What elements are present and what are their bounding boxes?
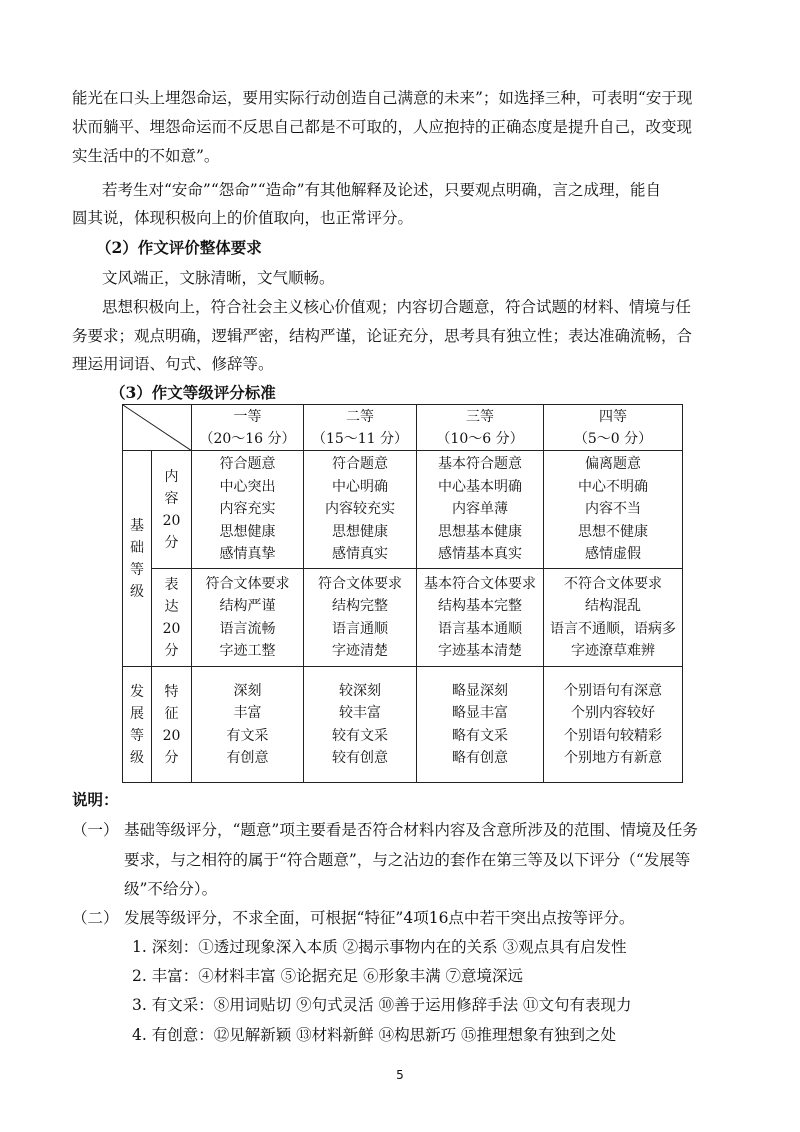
section2-para-line-1: 思想积极向上，符合社会主义核心价值观；内容切合题意，符合试题的材料、情境与任 [102,298,692,316]
label-char: 特 [164,683,179,700]
criterion: 略显丰富 [452,705,508,722]
criterion: 内容充实 [219,501,276,518]
label-char: 展 [130,705,144,722]
grade-header-1 [192,405,304,451]
criterion: 较有文采 [332,727,388,744]
criterion: 结构完整 [332,598,388,615]
section2-line1: 文风端正，文脉清晰，文气顺畅。 [102,269,335,287]
criterion: 结构混乱 [585,598,641,615]
grade-header-4 [544,405,683,451]
basic-level-label [123,451,152,667]
criterion: 思想健康 [332,523,388,540]
label-char: 达 [164,598,179,615]
criterion: 中心基本明确 [438,478,522,495]
feature-label [152,667,192,783]
label-char: 20 [162,727,181,744]
label-char: 发 [130,683,144,700]
feature-cell-grade1 [192,667,304,783]
criterion: 略显深刻 [452,682,508,699]
note2-marker: （二） [72,909,119,927]
develop-level-label [123,667,152,783]
criterion: 有文采 [226,727,269,744]
label-char: 内 [164,468,179,485]
criterion: 中心明确 [332,478,388,495]
criterion: 略有文采 [452,727,508,744]
criterion: 略有创意 [452,749,508,766]
label-char: 20 [162,620,181,637]
section3-heading: （3）作文等级评分标准 [110,383,276,402]
criterion: 个别地方有新意 [564,749,662,766]
expression-cell-grade3 [417,569,544,667]
criterion: 感情真实 [332,546,388,563]
grade-name: 三等 [466,408,494,425]
criterion: 思想不健康 [578,523,648,540]
feature-cell-grade3 [417,667,544,783]
content-label [152,451,192,569]
criterion: 个别语句有深意 [564,682,662,699]
content-cell-grade2 [304,451,417,569]
criterion: 感情虚假 [585,546,641,563]
notes-heading: 说明： [72,790,119,809]
content-cell-grade3 [417,451,544,569]
note1-marker: （一） [72,821,119,839]
criterion: 字迹潦草难辨 [571,642,655,659]
diagonal-line [123,405,192,451]
criterion: 内容单薄 [452,501,508,518]
label-char: 分 [164,749,179,766]
label-char: 征 [164,705,179,722]
criterion: 中心突出 [219,478,276,495]
criterion: 基本符合题意 [438,456,522,473]
label-char: 础 [130,539,144,556]
criterion: 字迹基本清楚 [438,642,522,659]
expression-cell-grade1 [192,569,304,667]
criterion: 深刻 [233,682,262,699]
criterion: 思想基本健康 [438,523,522,540]
sub-item-1: 1. 深刻：①透过现象深入本质 ②揭示事物内在的关系 ③观点具有启发性 [132,938,627,956]
grade-range: （10～6 分） [436,430,524,447]
criterion: 内容较充实 [325,501,395,518]
label-char: 基 [130,517,144,534]
criterion: 不符合文体要求 [564,575,662,592]
page-number: 5 [396,1068,404,1082]
criterion: 基本符合文体要求 [424,575,536,592]
criterion: 符合题意 [332,456,388,473]
corner-cell [123,405,192,451]
label-char: 表 [164,576,179,593]
criterion: 丰富 [233,705,262,722]
note1-line-3: 级”不给分）。 [124,880,218,898]
criterion: 有创意 [226,749,269,766]
feature-cell-grade4 [544,667,683,783]
criterion: 感情真挚 [219,546,276,563]
criterion: 个别语句较精彩 [564,727,662,744]
label-char: 级 [130,749,144,766]
grade-range: （15～11 分） [311,430,409,447]
label-char: 容 [164,490,179,507]
criterion: 偏离题意 [585,456,641,473]
intro-line-3: 实生活中的不如意”。 [72,147,220,165]
intro-line-1: 能光在口头上埋怨命运，要用实际行动创造自己满意的未来”；如选择三种，可表明“安于现 [72,89,693,107]
expression-cell-grade4 [544,569,683,667]
expression-cell-grade2 [304,569,417,667]
label-char: 分 [164,534,179,551]
criterion: 符合题意 [219,456,276,473]
criterion: 语言不通顺，语病多 [550,620,676,637]
label-char: 分 [164,642,179,659]
grading-table [122,404,683,783]
criterion: 中心不明确 [578,478,648,495]
section2-para-line-3: 理运用词语、句式、修辞等。 [72,355,274,373]
criterion: 符合文体要求 [318,575,402,592]
feature-cell-grade2 [304,667,417,783]
criterion: 较有创意 [332,749,388,766]
grade-header-2 [304,405,417,451]
para2-line-2: 圆其说，体现积极向上的价值取向，也正常评分。 [72,209,414,227]
grade-header-3 [417,405,544,451]
note1-line-2: 要求，与之相符的属于“符合题意”，与之沾边的套作在第三等及以下评分（“发展等 [124,851,691,869]
section2-heading: （2）作文评价整体要求 [96,238,262,257]
intro-line-2: 状而躺平、埋怨命运而不反思自己都是不可取的，人应抱持的正确态度是提升自己，改变现 [72,118,693,136]
grade-name: 四等 [599,408,627,425]
criterion: 语言通顺 [332,620,388,637]
criterion: 语言流畅 [219,620,276,637]
para2-line-1: 若考生对“安命”“怨命”“造命”有其他解释及论述，只要观点明确，言之成理，能自 [102,181,662,199]
grade-name: 二等 [346,408,374,425]
content-cell-grade4 [544,451,683,569]
criterion: 感情基本真实 [438,546,522,563]
expression-label [152,569,192,667]
grade-name: 一等 [233,408,262,425]
label-char: 等 [130,561,144,578]
content-cell-grade1 [192,451,304,569]
label-char: 20 [162,512,181,529]
sub-item-2: 2. 丰富：④材料丰富 ⑤论据充足 ⑥形象丰满 ⑦意境深远 [132,967,523,985]
criterion: 符合文体要求 [205,575,290,592]
grade-range: （5～0 分） [573,430,653,447]
criterion: 结构基本完整 [438,598,522,615]
note2-line: 发展等级评分，不求全面，可根据“特征”4项16点中若干突出点按等评分。 [124,909,635,927]
label-char: 级 [130,583,144,600]
note1-line-1: 基础等级评分，“题意”项主要看是否符合材料内容及含意所涉及的范围、情境及任务 [124,821,698,839]
section2-para-line-2: 务要求；观点明确，逻辑严密，结构严谨，论证充分，思考具有独立性；表达准确流畅，合 [72,327,693,345]
criterion: 字迹工整 [219,642,276,659]
criterion: 思想健康 [219,523,276,540]
grade-range: （20～16 分） [199,430,296,447]
criterion: 字迹清楚 [332,642,388,659]
criterion: 结构严谨 [219,598,276,615]
criterion: 较丰富 [339,705,381,722]
criterion: 个别内容较好 [571,705,655,722]
criterion: 较深刻 [339,682,381,699]
criterion: 内容不当 [585,501,641,518]
sub-item-3: 3. 有文采：⑧用词贴切 ⑨句式灵活 ⑩善于运用修辞手法 ⑪文句有表现力 [132,996,632,1014]
criterion: 语言基本通顺 [438,620,522,637]
sub-item-4: 4. 有创意：⑫见解新颖 ⑬材料新鲜 ⑭构思新巧 ⑮推理想象有独到之处 [132,1026,616,1044]
label-char: 等 [130,727,144,744]
